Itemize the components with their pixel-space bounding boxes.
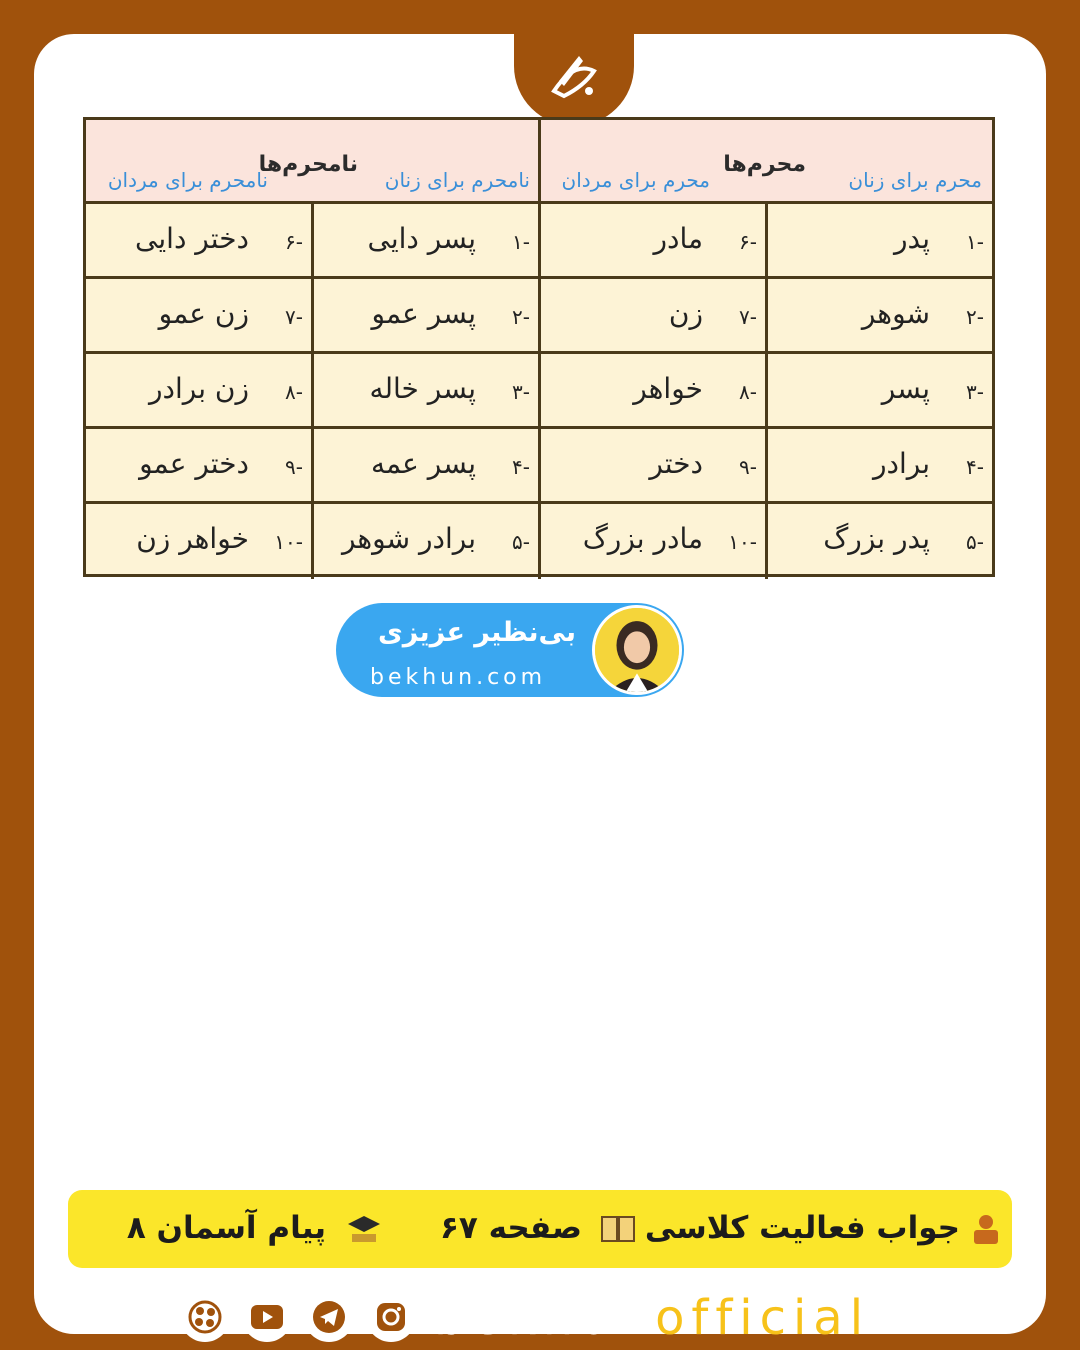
telegram-link[interactable] [304,1292,354,1342]
instagram-icon [374,1300,408,1334]
table-cell: -۳ پسر [765,354,992,426]
table-cell: -۴ برادر [765,429,992,501]
table-cell: -۱ پدر [765,204,992,276]
youtube-icon [250,1304,284,1330]
table-cell: -۶ مادر [538,204,765,276]
teacher-name: بی‌نظیر عزیزی [377,617,576,648]
table-cell: -۸ زن برادر [149,372,303,405]
graduation-cap-icon [346,1212,382,1246]
table-cell: -۴ پسر عمه [311,429,538,501]
social-footer [180,1290,920,1346]
namahram-title: نامحرم‌ها [258,152,358,177]
table-cell: -۲ شوهر [765,279,992,351]
table-cell: -۱۰ خواهر زن [136,522,303,555]
table-cell: -۹ دختر عمو [139,447,303,480]
teacher-site[interactable]: bekhun.com [370,665,547,690]
table-row [86,429,992,504]
youtube-link[interactable] [242,1292,292,1342]
namahram-header [86,120,541,204]
table-row [86,204,992,279]
bekhun-logo [514,26,634,126]
logo-icon [539,41,609,111]
answer-title: جواب فعالیت کلاسی [644,1210,960,1246]
table-row [86,504,992,579]
table-cell: -۱ پسر دایی [311,204,538,276]
mahram-table [83,117,995,577]
mahram-women-label: محرم برای زنان [848,168,982,192]
table-cell: -۱۰ مادر بزرگ [538,504,765,579]
table-row [86,354,992,429]
mahram-men-label: محرم برای مردان [561,168,710,192]
namahram-women-label: نامحرم برای زنان [384,168,530,192]
mahram-title: محرم‌ها [723,152,806,177]
mahram-header [538,120,992,204]
book-title: پیام آسمان ۸ [126,1210,326,1246]
avatar [592,605,682,695]
table-cell: -۷ زن عمو [158,297,303,330]
table-cell: -۸ خواهر [538,354,765,426]
brand-part-1: bekhun [434,1290,656,1346]
activity-banner [68,1190,1012,1268]
namahram-men-label: نامحرم برای مردان [107,168,268,192]
aparat-link[interactable] [180,1292,230,1342]
brand-part-2: official [655,1290,871,1346]
telegram-icon [312,1300,346,1334]
aparat-icon [188,1300,222,1334]
table-row [86,279,992,354]
table-cell: -۵ پدر بزرگ [765,504,992,579]
book-icon [600,1212,636,1246]
table-cell: -۶ دختر دایی [135,222,303,255]
table-cell: -۹ دختر [538,429,765,501]
teacher-badge[interactable] [336,603,684,697]
teacher-icon [968,1212,1004,1246]
table-cell: -۵ برادر شوهر [311,504,538,579]
page-number: صفحه ۶۷ [439,1210,582,1246]
table-body [86,204,992,574]
table-cell: -۳ پسر خاله [311,354,538,426]
instagram-link[interactable] [366,1292,416,1342]
table-cell: -۷ زن [538,279,765,351]
teacher-avatar-icon [595,608,679,692]
brand-handle[interactable] [434,1290,870,1346]
table-cell: -۲ پسر عمو [311,279,538,351]
